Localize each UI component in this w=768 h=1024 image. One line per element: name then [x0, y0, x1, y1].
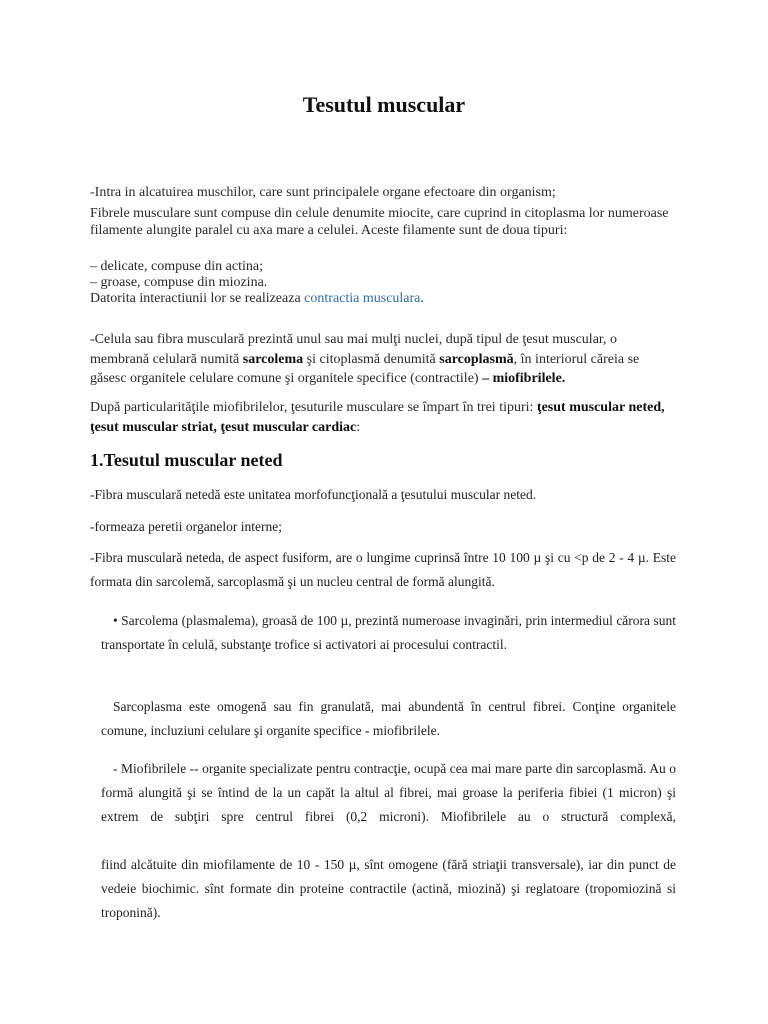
- paragraph-sarcoplasma: Sarcoplasma este omogenă sau fin granulată, mai abundentă în centrul fibrei. Conţine organitele comune, incluziuni celulare şi organite specifice - miofibrilele.: [101, 699, 676, 738]
- section-heading: 1.Tesutul muscular neted: [90, 450, 283, 470]
- paragraph-organs: -formeaza peretii organelor interne;: [90, 519, 283, 534]
- paragraph-fusiform: -Fibra musculară neteda, de aspect fusiform, are o lungime cuprinsă între 10 100 µ şi cu <p de 2 - 4 µ. Este formata din sarcolemă, sarcoplasmă şi un nucleu central de formă alungită.: [90, 550, 676, 589]
- page-title: Tesutul muscular: [302, 92, 466, 117]
- paragraph-cell: [90, 330, 676, 389]
- paragraph-types: [90, 398, 676, 437]
- cell-text-a: -Celula sau fibra musculară prezintă unul sau mai mulţi nuclei, după tipul de ţesut muscular, o membrană celulară numită: [90, 332, 618, 367]
- contractia-link[interactable]: contractia musculara: [304, 291, 421, 306]
- types-list: ţesut muscular neted, ţesut muscular striat, ţesut muscular cardiac: [90, 400, 665, 435]
- interaction-end: .: [420, 291, 424, 306]
- cell-text-e: , în interiorul căreia se găsesc organitele celulare comune şi organitele specifice (contractile): [90, 351, 640, 386]
- types-text-a: După particularităţile miofibrilelor, ţesuturile musculare se împart în trei tipuri:: [90, 400, 537, 415]
- paragraph-smooth-fiber: -Fibra musculară netedă este unitatea morfofuncţională a ţesutului muscular neted.: [90, 487, 537, 502]
- list-item-actina: – delicate, compuse din actina;: [90, 259, 263, 274]
- list-item-miozina: – groase, compuse din miozina.: [90, 275, 268, 290]
- paragraph-miofibrilele-cont: fiind alcătuite din miofilamente de 10 - 150 µ, sînt omogene (fără striaţii transversale), iar din punct de vedeie biochimic. sînt formate din proteine contractile (actină, miozină) şi reglatoare (tropomiozină si troponină).: [101, 857, 676, 920]
- term-sarcolema: sarcolema: [242, 351, 304, 367]
- types-text-c: :: [356, 419, 361, 435]
- paragraph-interaction: [90, 290, 690, 307]
- term-sarcoplasma: sarcoplasmă: [439, 351, 514, 367]
- interaction-text: Datorita interactiunii lor se realizeaza: [90, 291, 305, 306]
- term-miofibrilele: – miofibrilele.: [482, 371, 566, 386]
- paragraph-fibers: Fibrele musculare sunt compuse din celule denumite miocite, care cuprind in citoplasma lor numeroase filamente alungite paralel cu axa mare a celulei. Aceste filamente sunt de doua tipuri:: [90, 206, 669, 238]
- cell-text-c: şi citoplasmă denumită: [303, 351, 440, 367]
- paragraph-miofibrilele: - Miofibrilele -- organite specializate pentru contracţie, ocupă cea mai mare parte din sarcoplasmă. Au o formă alungită şi se întind de la un capăt la altul al fibrei, mai groase la periferia fibiei (1 micron) şi extrem de subţiri spre centrul fibrei (0,2 microni). Miofibrilele au o structură complexă,: [101, 761, 676, 824]
- paragraph-intro: -Intra in alcatuirea muschilor, care sunt principalele organe efectoare din organism;: [90, 185, 556, 200]
- paragraph-sarcolema: • Sarcolema (plasmalema), groasă de 100 µ, prezintă numeroase invaginări, prin intermediul cărora sunt transportate în celulă, substanţe trofice si activatori ai procesului contractil.: [101, 613, 676, 652]
